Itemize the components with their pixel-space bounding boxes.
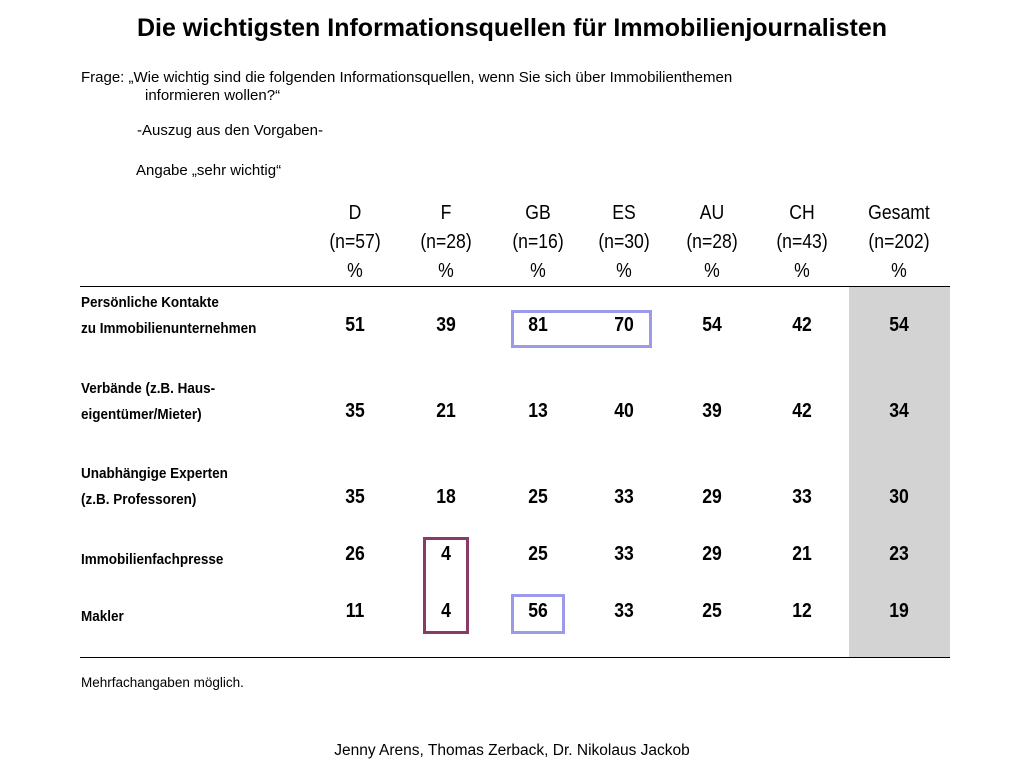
column-header-unit: % (438, 260, 454, 282)
row-label: (z.B. Professoren) (81, 492, 197, 508)
question-line-1: Frage: „Wie wichtig sind die folgenden Informationsquellen, wenn Sie sich über Immobilienthemen (81, 69, 733, 86)
column-header-n: (n=57) (329, 231, 381, 253)
row-label: Verbände (z.B. Haus- (81, 381, 216, 397)
column-header-unit: % (347, 260, 363, 282)
column-header-code: AU (699, 202, 725, 224)
table-cell: 34 (889, 400, 909, 422)
table-cell: 23 (889, 543, 909, 565)
authors: Jenny Arens, Thomas Zerback, Dr. Nikolaus Jackob (334, 742, 690, 759)
table-cell: 18 (436, 486, 456, 508)
question-line-2: informieren wollen?“ (145, 87, 281, 104)
table-cell: 29 (702, 486, 722, 508)
row-label: Unabhängige Experten (81, 466, 228, 482)
table-cell: 33 (614, 543, 634, 565)
table-cell: 40 (614, 400, 634, 422)
column-header-code: D (348, 202, 362, 224)
column-header-n: (n=28) (686, 231, 738, 253)
column-header-unit: % (891, 260, 907, 282)
column-header-n: (n=16) (512, 231, 564, 253)
table-cell: 54 (889, 314, 909, 336)
table-cell: 81 (528, 314, 548, 336)
column-header-code: F (440, 202, 452, 224)
table-cell: 4 (441, 600, 451, 622)
table-cell: 25 (528, 486, 548, 508)
header-rule (80, 286, 950, 287)
table-cell: 39 (436, 314, 456, 336)
column-header-n: (n=202) (868, 231, 930, 253)
column-header-unit: % (616, 260, 632, 282)
column-header-code: CH (789, 202, 815, 224)
table-cell: 11 (345, 600, 365, 622)
table-cell: 33 (614, 486, 634, 508)
table-cell: 51 (345, 314, 365, 336)
column-header-n: (n=28) (420, 231, 472, 253)
row-label: eigentümer/Mieter) (81, 407, 202, 423)
column-header-unit: % (704, 260, 720, 282)
table-cell: 35 (345, 400, 365, 422)
table-cell: 26 (345, 543, 365, 565)
row-label: Makler (81, 609, 124, 625)
table-cell: 29 (702, 543, 722, 565)
table-cell: 42 (792, 400, 812, 422)
excerpt-note: -Auszug aus den Vorgaben- (137, 122, 323, 139)
row-label: Persönliche Kontakte (81, 295, 219, 311)
table-cell: 56 (528, 600, 548, 622)
table-cell: 33 (792, 486, 812, 508)
bottom-rule (80, 657, 950, 658)
table-cell: 42 (792, 314, 812, 336)
table-cell: 21 (792, 543, 812, 565)
table-cell: 30 (889, 486, 909, 508)
table-cell: 25 (702, 600, 722, 622)
column-header-n: (n=30) (598, 231, 650, 253)
column-header-unit: % (794, 260, 810, 282)
table-cell: 35 (345, 486, 365, 508)
row-label: zu Immobilienunternehmen (81, 321, 257, 337)
column-header-n: (n=43) (776, 231, 828, 253)
table-cell: 19 (889, 600, 909, 622)
footnote: Mehrfachangaben möglich. (81, 675, 244, 690)
table-cell: 39 (702, 400, 722, 422)
column-header-code: Gesamt (868, 202, 930, 224)
column-header-code: ES (612, 202, 636, 224)
table-cell: 70 (614, 314, 634, 336)
table-cell: 33 (614, 600, 634, 622)
table-cell: 21 (436, 400, 456, 422)
answer-note: Angabe „sehr wichtig“ (136, 162, 282, 179)
column-header-code: GB (525, 202, 551, 224)
column-header-unit: % (530, 260, 546, 282)
page-title: Die wichtigsten Informationsquellen für Immobilienjournalisten (136, 14, 888, 42)
table-cell: 54 (702, 314, 722, 336)
table-cell: 4 (441, 543, 451, 565)
table-cell: 12 (792, 600, 812, 622)
table-cell: 13 (528, 400, 548, 422)
table-cell: 25 (528, 543, 548, 565)
row-label: Immobilienfachpresse (81, 552, 224, 568)
